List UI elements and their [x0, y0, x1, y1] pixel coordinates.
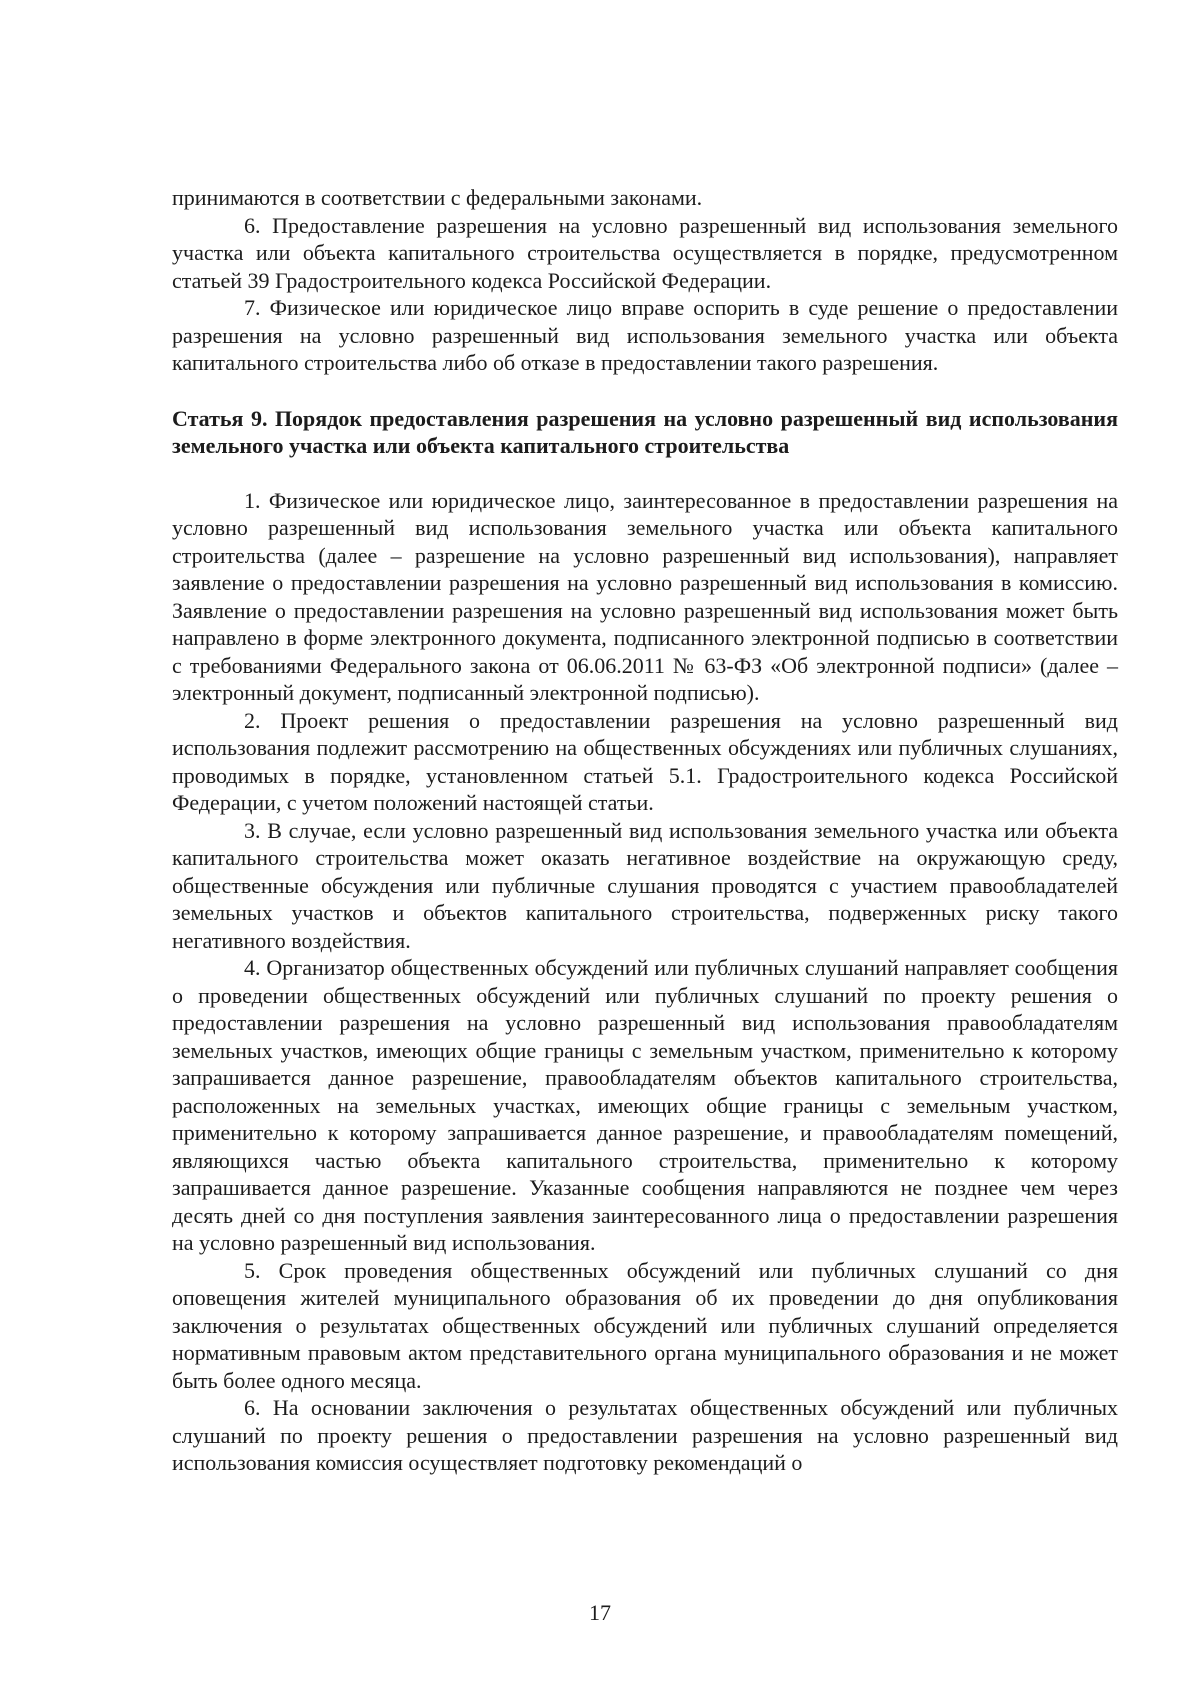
paragraph-item-1: 1. Физическое или юридическое лицо, заинтересованное в предоставлении разрешения на условно разрешенный вид использования земельного участка или объекта капитального строительства (далее – разрешение на условно разрешенный вид использования), направляет заявление о предоставлении разрешения на условно разрешенный вид использования в комиссию. Заявление о предоставлении разрешения на условно разрешенный вид использования может быть направлено в форме электронного документа, подписанного электронной подписью в соответствии с требованиями Федерального закона от 06.06.2011 № 63-ФЗ «Об электронной подписи» (далее – электронный документ, подписанный электронной подписью).	[172, 487, 1118, 705]
article-heading: Статья 9. Порядок предоставления разрешения на условно разрешенный вид использования земельного участка или объекта капитального строительства	[172, 405, 1118, 458]
paragraph-item-6: 6. Предоставление разрешения на условно разрешенный вид использования земельного участка или объекта капитального строительства осуществляется в порядке, предусмотренном статьей 39 Градостроительного кодекса Российской Федерации.	[172, 212, 1118, 293]
document-page	[172, 184, 1118, 1477]
paragraph-item-7: 7. Физическое или юридическое лицо вправе оспорить в суде решение о предоставлении разрешения на условно разрешенный вид использования земельного участка или объекта капитального строительства либо об отказе в предоставлении такого разрешения.	[172, 295, 1118, 375]
page-number: 17	[589, 1600, 611, 1625]
paragraph-item-2: 2. Проект решения о предоставлении разрешения на условно разрешенный вид использования подлежит рассмотрению на общественных обсуждениях или публичных слушаниях, проводимых в порядке, установленном статьей 5.1. Градостроительного кодекса Российской Федерации, с учетом положений настоящей статьи.	[172, 707, 1118, 815]
paragraph-item-4: 4. Организатор общественных обсуждений или публичных слушаний направляет сообщения о проведении общественных обсуждений или публичных слушаний по проекту решения о предоставлении разрешения на условно разрешенный вид использования правообладателям земельных участков, имеющих общие границы с земельным участком, применительно к которому запрашивается данное разрешение, правообладателям объектов капитального строительства, расположенных на земельных участках, имеющих общие границы с земельным участком, применительно к которому запрашивается данное разрешение, и правообладателям помещений, являющихся частью объекта капитального строительства, применительно к которому запрашивается данное разрешение. Указанные сообщения направляются не позднее чем через десять дней со дня поступления заявления заинтересованного лица о предоставлении разрешения на условно разрешенный вид использования.	[172, 955, 1118, 1255]
paragraph-item-3: 3. В случае, если условно разрешенный вид использования земельного участка или объекта капитального строительства может оказать негативное воздействие на окружающую среду, общественные обсуждения или публичные слушания проводятся с участием правообладателей земельных участков и объектов капитального строительства, подверженных риску такого негативного воздействия.	[172, 817, 1118, 953]
paragraph-item-5: 5. Срок проведения общественных обсуждений или публичных слушаний со дня оповещения жителей муниципального образования об их проведении до дня опубликования заключения о результатах общественных обсуждений или публичных слушаний определяется нормативным правовым актом представительного органа муниципального образования и не может быть более одного месяца.	[172, 1257, 1118, 1393]
paragraph-item-6-truncated: 6. На основании заключения о результатах общественных обсуждений или публичных слушаний по проекту решения о предоставлении разрешения на условно разрешенный вид использования комиссия осуществляет подготовку рекомендаций о	[172, 1395, 1118, 1475]
paragraph-continuation: принимаются в соответствии с федеральными законами.	[172, 185, 703, 210]
